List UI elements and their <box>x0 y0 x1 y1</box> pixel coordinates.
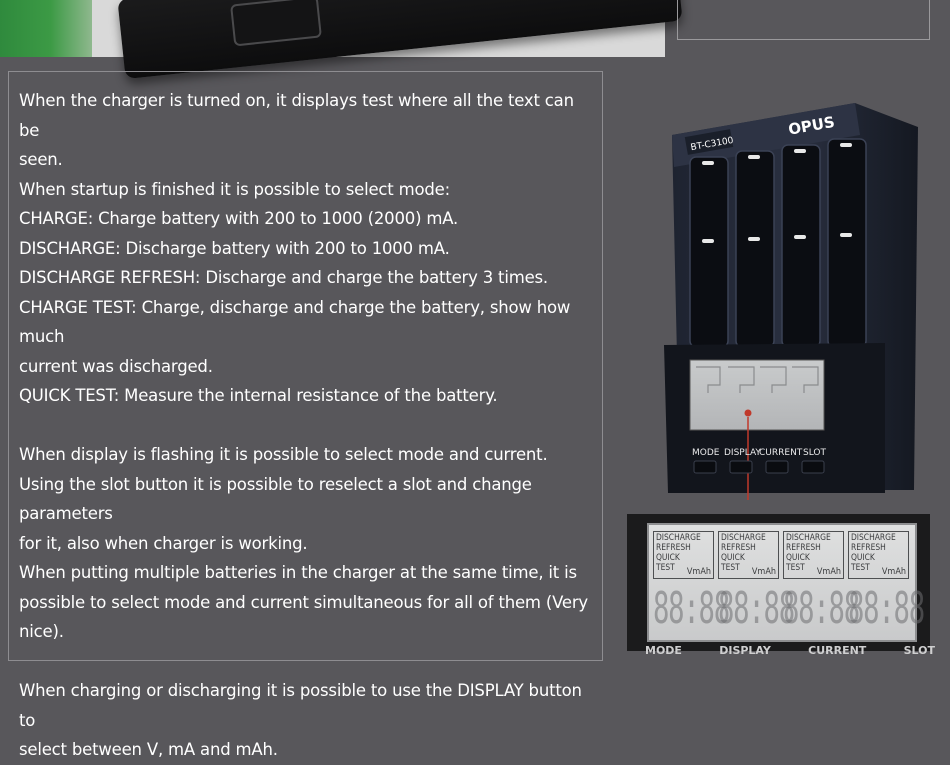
lcd-cell-4 <box>848 531 909 579</box>
lcd-indicator-dot <box>745 410 752 417</box>
charger-lcd <box>690 360 824 430</box>
lcd-bottom-labels <box>645 644 935 657</box>
charger-underside <box>117 0 682 79</box>
lcd-text: REFRESH <box>656 542 691 552</box>
text-line: When display is flashing it is possible to select mode and current. <box>19 445 548 464</box>
top-right-frame <box>677 0 930 40</box>
slot-label: SLOT <box>903 644 935 657</box>
charger-button-labels <box>692 448 826 458</box>
description-panel <box>8 71 603 759</box>
lcd-text: QUICK <box>851 552 875 562</box>
mode-label: MODE <box>645 644 682 657</box>
text-line: select between V, mA and mAh. <box>19 740 278 759</box>
slot-label: SLOT <box>803 448 826 458</box>
text-line: current was discharged. <box>19 356 213 376</box>
lcd-text: QUICK <box>656 552 680 562</box>
lcd-screen <box>647 523 924 642</box>
mode-label: MODE <box>692 448 720 458</box>
text-line: nice). <box>19 622 64 641</box>
lcd-text: TEST <box>851 562 870 572</box>
text-line: Using the slot button it is possible to reselect a slot and change parameters <box>19 474 532 523</box>
lcd-text: TEST <box>721 562 740 572</box>
lcd-cell-3 <box>783 531 844 579</box>
current-label: CURRENT <box>759 448 803 458</box>
lcd-digits: 88:88 <box>783 583 859 634</box>
text-line: possible to select mode and current simultaneous for all of them (Very <box>19 592 588 612</box>
lcd-text: DISCHARGE <box>656 532 701 542</box>
text-line: When charging or discharging it is possible to use the DISPLAY button to <box>19 681 582 730</box>
text-line: CHARGE: Charge battery with 200 to 1000 (2000) mA. <box>19 209 459 228</box>
text-line: for it, also when charger is working. <box>19 533 308 553</box>
model-label: BT-C3100 <box>689 135 735 154</box>
lcd-unit: VmAh <box>751 567 776 577</box>
lcd-text: QUICK <box>786 552 810 562</box>
lcd-digits: 88:88 <box>848 583 924 634</box>
lcd-cell-1 <box>653 531 714 579</box>
lcd-text: DISCHARGE <box>851 532 896 542</box>
lcd-text: DISCHARGE <box>786 532 831 542</box>
brand-logo: OPUS <box>786 112 837 139</box>
lcd-text: REFRESH <box>851 542 886 552</box>
lcd-text: REFRESH <box>786 542 821 552</box>
lcd-unit: VmAh <box>816 567 841 577</box>
lcd-digits: 88:88 <box>718 583 794 634</box>
lcd-text: REFRESH <box>721 542 756 552</box>
lcd-text: TEST <box>786 562 805 572</box>
text-line: When startup is finished it is possible to select mode: <box>19 179 450 199</box>
text-line: DISCHARGE REFRESH: Discharge and charge the battery 3 times. <box>19 268 548 287</box>
green-label-area <box>0 0 92 57</box>
text-line: QUICK TEST: Measure the internal resistance of the battery. <box>19 386 498 405</box>
lcd-digits: 88:88 <box>653 583 729 634</box>
lcd-cell-2 <box>718 531 779 579</box>
charger-image <box>660 95 930 500</box>
text-line: When the charger is turned on, it displays test where all the text can be <box>19 91 574 140</box>
text-line: CHARGE TEST: Charge, discharge and charge the battery, show how much <box>19 297 571 346</box>
current-label: CURRENT <box>808 644 867 657</box>
text-line: When putting multiple batteries in the charger at the same time, it is <box>19 563 577 582</box>
text-line: DISCHARGE: Discharge battery with 200 to 1000 mA. <box>19 238 450 258</box>
display-label: DISPLAY <box>724 448 761 458</box>
display-label: DISPLAY <box>719 644 771 657</box>
text-line: seen. <box>19 150 63 169</box>
lcd-text: TEST <box>656 562 675 572</box>
lcd-unit: VmAh <box>686 567 711 577</box>
paragraph-gap <box>19 647 596 677</box>
lcd-text: QUICK <box>721 552 745 562</box>
lcd-text: DISCHARGE <box>721 532 766 542</box>
paragraph-gap <box>19 411 596 441</box>
top-product-photo <box>0 0 665 57</box>
lcd-unit: VmAh <box>881 567 906 577</box>
lcd-closeup <box>627 514 935 657</box>
